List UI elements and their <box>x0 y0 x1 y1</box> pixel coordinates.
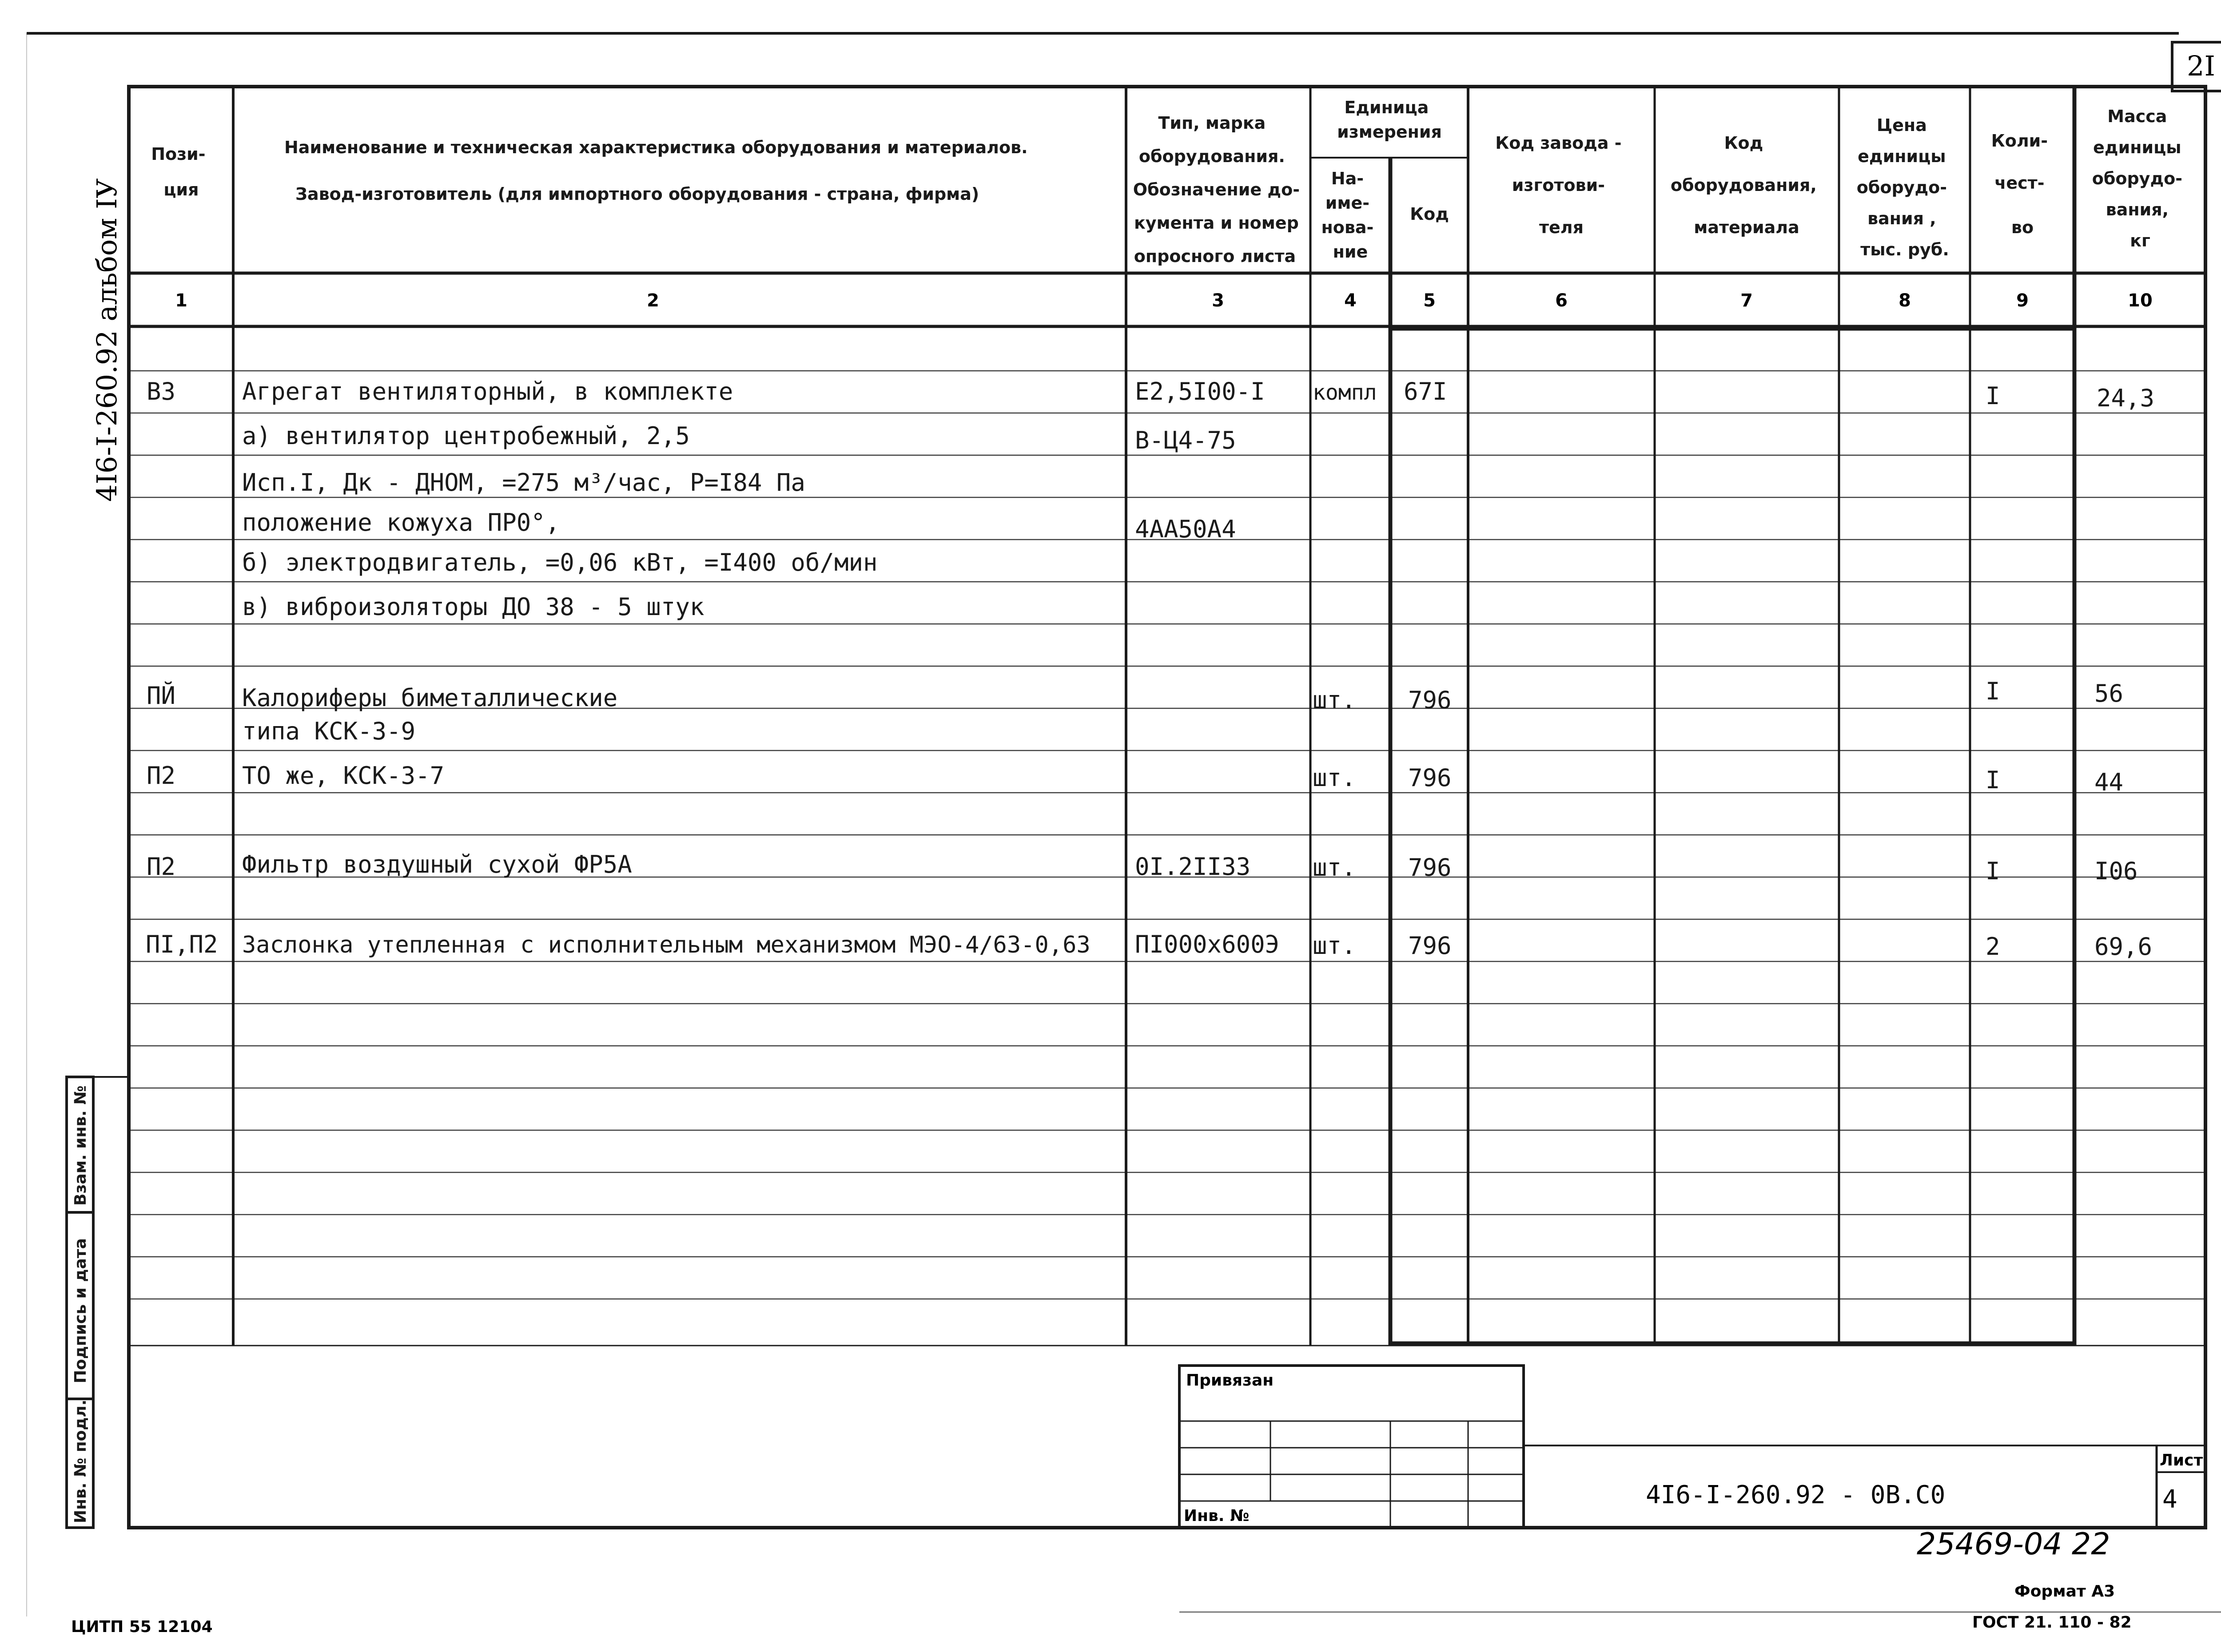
cell-unit: компл <box>1313 380 1377 405</box>
column-number: 2 <box>647 290 659 311</box>
cell-type: 4АА50А4 <box>1135 515 1236 543</box>
sheet-label: Лист <box>2160 1451 2203 1469</box>
cell-unit: шт. <box>1313 854 1356 882</box>
page-number: 2I <box>2187 50 2215 82</box>
column-number: 4 <box>1344 290 1357 311</box>
cell-name: в) виброизоляторы ДО 38 - 5 штук <box>242 593 705 621</box>
cell-code: 796 <box>1408 764 1452 792</box>
stamp-vzam-inv: Взам. инв. № <box>72 1085 90 1206</box>
cell-unit: шт. <box>1313 686 1356 714</box>
cell-quantity: I <box>1986 677 2000 705</box>
cell-mass: 24,3 <box>2097 384 2155 412</box>
side-stamp-labels <box>72 1085 90 1523</box>
table-row <box>242 593 704 621</box>
header-price: Цена единицы оборудо- вания , тыс. руб. <box>1856 115 1949 259</box>
cell-name: б) электродвигатель, =0,06 кВт, =I400 об/мин <box>242 548 878 576</box>
cell-quantity: I <box>1986 766 2000 794</box>
cell-type: Е2,5I00-I <box>1135 377 1265 405</box>
table-grid <box>129 87 2205 1346</box>
cell-mass: 69,6 <box>2094 933 2153 961</box>
document-code: 4I6-I-260.92 - 0В.С0 <box>1646 1481 1946 1509</box>
header-unit-name: На- име- нова- ние <box>1321 169 1374 262</box>
cell-unit: шт. <box>1313 764 1356 792</box>
table-row <box>242 548 877 576</box>
table-row <box>146 930 2152 961</box>
cell-position: ПI,П2 <box>146 930 218 958</box>
cell-name: Исп.I, Дк - ДНОМ, =275 м³/час, Р=I84 Па <box>242 469 805 496</box>
handwritten-number: 25469-04 22 <box>1917 1527 2110 1562</box>
cell-code: 796 <box>1408 686 1452 714</box>
cell-name: Заслонка утепленная с исполнительным механизмом МЭО-4/63-0,63 <box>242 932 1091 958</box>
cell-type: В-Ц4-75 <box>1135 426 1236 454</box>
cell-position: В3 <box>147 377 176 405</box>
cell-code: 796 <box>1408 932 1452 960</box>
column-number: 1 <box>175 290 187 311</box>
cell-name: а) вентилятор центробежный, 2,5 <box>242 422 690 450</box>
inv-no-label: Инв. № <box>1184 1507 1250 1525</box>
column-number: 5 <box>1423 290 1436 311</box>
cell-code: 67I <box>1404 377 1447 405</box>
cell-code: 796 <box>1408 854 1452 882</box>
header-unit-group: Единица измерения <box>1337 98 1442 142</box>
table-row <box>242 469 805 496</box>
gost-label: ГОСТ 21. 110 - 82 <box>1972 1613 2132 1632</box>
cell-unit: шт. <box>1313 932 1356 960</box>
cell-name: Фильтр воздушный сухой ФР5А <box>242 850 632 878</box>
cell-name: Агрегат вентиляторный, в комплекте <box>242 377 733 405</box>
cell-name: положение кожуха ПР0°, <box>242 508 560 536</box>
table-body <box>146 377 2154 961</box>
sheet-number: 4 <box>2162 1485 2177 1514</box>
privyazan-label: Привязан <box>1186 1371 1274 1390</box>
cell-quantity: I <box>1986 382 2000 410</box>
table-row <box>242 717 415 745</box>
cell-mass: 56 <box>2094 679 2124 707</box>
header-name: Наименование и техническая характеристика оборудования и материалов. Завод-изготовитель (для импортного оборудования - страна, фирма) <box>284 138 1028 204</box>
header-mass: Масса единицы оборудо- вания, кг <box>2092 107 2183 250</box>
table-header <box>151 98 2188 266</box>
column-number: 6 <box>1555 290 1568 311</box>
column-number: 3 <box>1212 290 1224 311</box>
cell-mass: 44 <box>2094 768 2124 796</box>
cell-quantity: 2 <box>1986 933 2000 961</box>
cell-position: П2 <box>147 762 176 790</box>
cell-position: П2 <box>147 853 176 881</box>
header-equipment-code: Код оборудования, материала <box>1670 133 1817 237</box>
column-number: 7 <box>1740 290 1753 311</box>
cell-name: типа КСК-3-9 <box>242 717 416 745</box>
cell-type: ПI000х600Э <box>1135 930 1280 958</box>
header-position: Пози- ция <box>151 144 206 199</box>
column-number: 8 <box>1899 290 1911 311</box>
header-factory-code: Код завода - изготови- теля <box>1495 133 1622 237</box>
cell-quantity: I <box>1986 857 2000 885</box>
side-album-label: 4I6-I-260.92 альбом IУ <box>91 178 123 502</box>
column-number: 10 <box>2128 290 2153 311</box>
table-row <box>242 422 1236 454</box>
format-label: Формат А3 <box>2014 1582 2115 1600</box>
cell-type: 0I.2II33 <box>1135 853 1251 881</box>
cell-position: ПЙ <box>147 682 176 710</box>
cell-name: ТО же, КСК-3-7 <box>242 762 445 790</box>
table-row <box>147 377 2154 412</box>
header-quantity: Коли- чест- во <box>1991 131 2048 237</box>
cell-mass: I06 <box>2094 857 2138 885</box>
header-unit-code: Код <box>1410 204 1449 224</box>
stamp-podpis-data: Подпись и дата <box>72 1238 90 1383</box>
table-row <box>242 508 1236 543</box>
header-type: Тип, марка оборудования. Обозначение до- кумента и номер опросного листа <box>1133 113 1300 266</box>
frame-lines <box>27 33 2221 1616</box>
column-numbers <box>175 290 2153 311</box>
tsitp-label: ЦИТП 55 12104 <box>71 1618 213 1636</box>
cell-name: Калориферы биметаллические <box>242 684 618 712</box>
stamp-inv-podl: Инв. № подл. <box>72 1399 90 1523</box>
column-number: 9 <box>2016 290 2029 311</box>
table-row <box>147 762 2123 796</box>
